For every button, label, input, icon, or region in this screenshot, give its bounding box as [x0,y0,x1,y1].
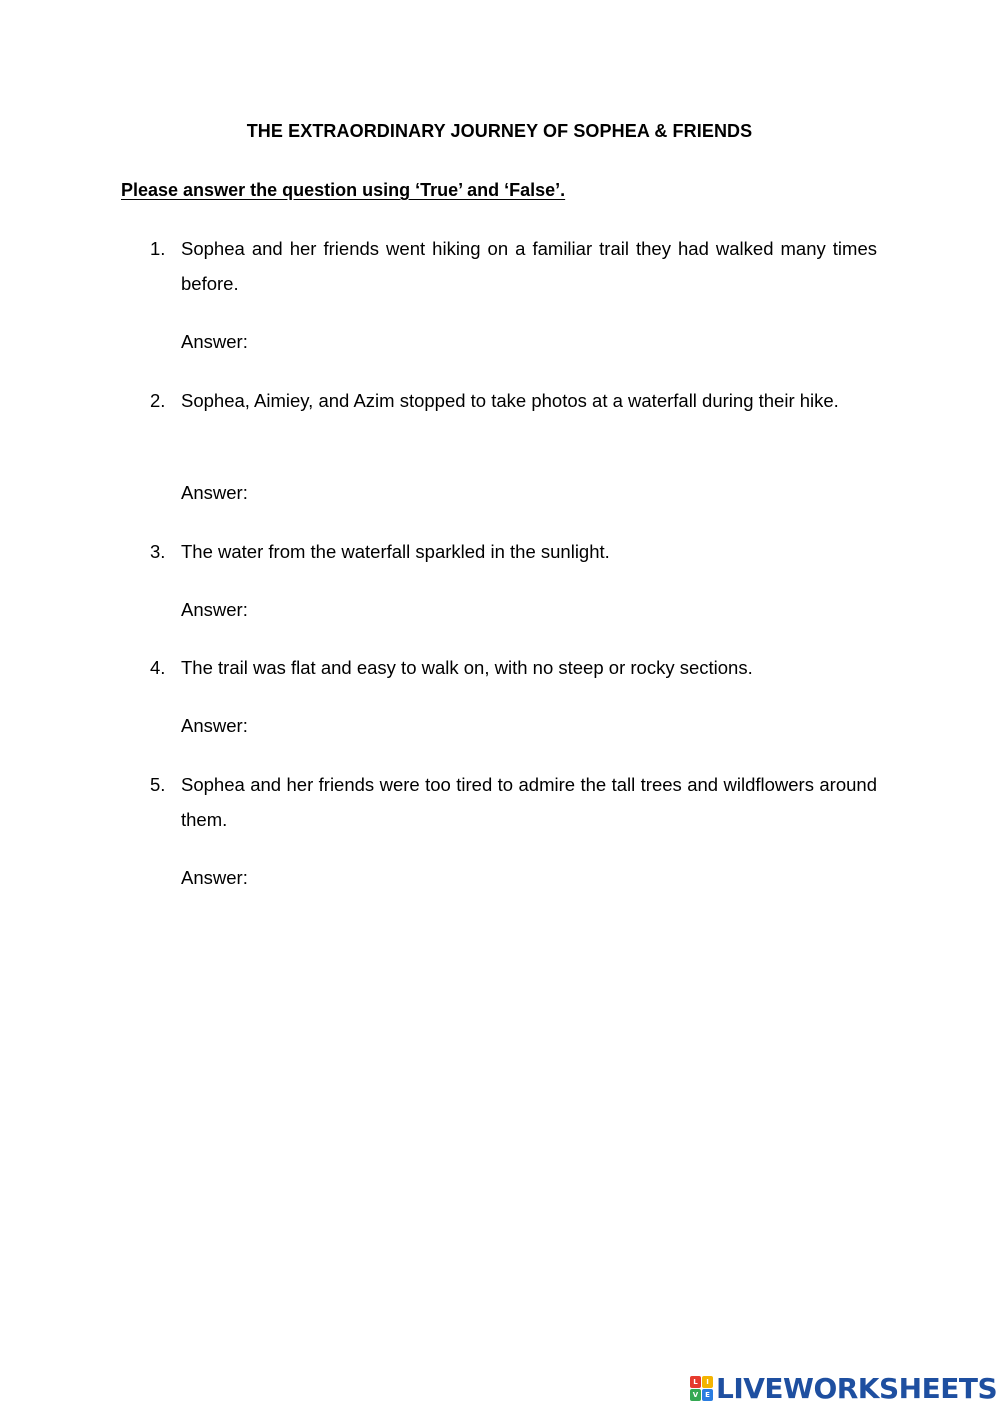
question-3 [150,534,877,569]
answer-label-2: Answer: [181,482,248,503]
question-text: The trail was flat and easy to walk on, with no steep or rocky sections. [181,657,753,678]
logo-mark-tile: V [690,1389,701,1401]
question-text: Sophea and her friends were too tired to admire the tall trees and wildflowers around them. [181,774,877,830]
question-5 [150,767,877,837]
instruction-text: Please answer the question using ‘True’ and ‘False’. [121,180,566,200]
answer-label-4: Answer: [181,715,248,736]
question-2 [150,383,877,418]
question-number: 5. [150,774,166,795]
logo-text: LIVEWORKSHEETS [716,1372,998,1405]
question-text: The water from the waterfall sparkled in the sunlight. [181,541,610,562]
logo-mark-icon [690,1376,714,1402]
question-text: Sophea, Aimiey, and Azim stopped to take photos at a waterfall during their hike. [181,390,839,411]
question-number: 4. [150,657,166,678]
liveworksheets-logo [690,1371,997,1407]
logo-mark-tile: E [702,1389,713,1401]
answer-label-5: Answer: [181,867,248,888]
question-1 [150,231,877,301]
worksheet-title: THE EXTRAORDINARY JOURNEY OF SOPHEA & FRIENDS [246,121,753,141]
logo-mark-tile: L [690,1376,701,1388]
answer-label-1: Answer: [181,331,248,352]
logo-mark-tile: I [702,1376,713,1388]
question-number: 1. [150,238,166,259]
question-4 [150,650,877,685]
answer-label-3: Answer: [181,599,248,620]
question-number: 2. [150,390,166,411]
question-text: Sophea and her friends went hiking on a familiar trail they had walked many times before. [181,238,877,294]
question-number: 3. [150,541,166,562]
